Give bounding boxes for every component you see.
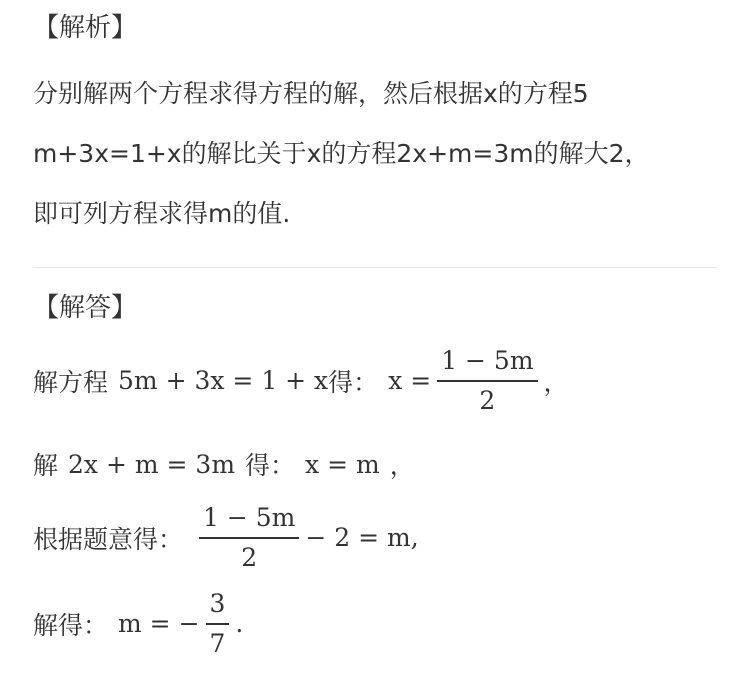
step3-numerator: 1 − 5m — [203, 503, 296, 532]
step4-lhs: m = − — [118, 609, 200, 639]
analysis-line-1: 分别解两个方程求得方程的解，然后根据x的方程5 — [33, 79, 589, 108]
section-divider — [33, 267, 717, 268]
step3-denominator: 2 — [241, 542, 258, 572]
analysis-title: 【解析】 — [33, 13, 138, 43]
step2-label: 解 — [33, 451, 59, 480]
step4-denominator: 7 — [209, 628, 226, 658]
step3-rhs: − 2 = m, — [305, 523, 419, 553]
step4-fraction — [206, 589, 230, 659]
analysis-line-3: 即可列方程求得m的值. — [33, 199, 291, 228]
analysis-line-2: m+3x=1+x的解比关于x的方程2x+m=3m的解大2， — [33, 139, 650, 168]
step1-label: 解方程 — [33, 367, 109, 397]
step1-equation: 5m + 3x = 1 + x — [118, 366, 329, 396]
step1-mid: 得： — [328, 367, 379, 397]
solution-step-1 — [33, 346, 569, 416]
step1-denominator: 2 — [479, 385, 496, 415]
step2-mid: 得： — [245, 451, 296, 480]
step2-equation: 2x + m = 3m — [68, 449, 236, 479]
step1-fraction — [437, 346, 537, 416]
solution-step-3 — [33, 503, 419, 573]
step4-tail: . — [235, 609, 244, 639]
answer-title: 【解答】 — [33, 293, 138, 323]
step2-tail: ， — [389, 451, 415, 480]
solution-step-2 — [33, 446, 415, 482]
step3-label: 根据题意得： — [33, 524, 184, 554]
step1-lhs: x = — [388, 366, 432, 396]
step4-label: 解得： — [33, 610, 109, 640]
solution-step-4 — [33, 589, 243, 659]
step1-tail: ， — [543, 367, 569, 397]
step3-fraction — [199, 503, 299, 573]
step2-result: x = m — [305, 449, 380, 479]
step1-numerator: 1 − 5m — [441, 346, 534, 375]
step4-numerator: 3 — [209, 589, 226, 618]
